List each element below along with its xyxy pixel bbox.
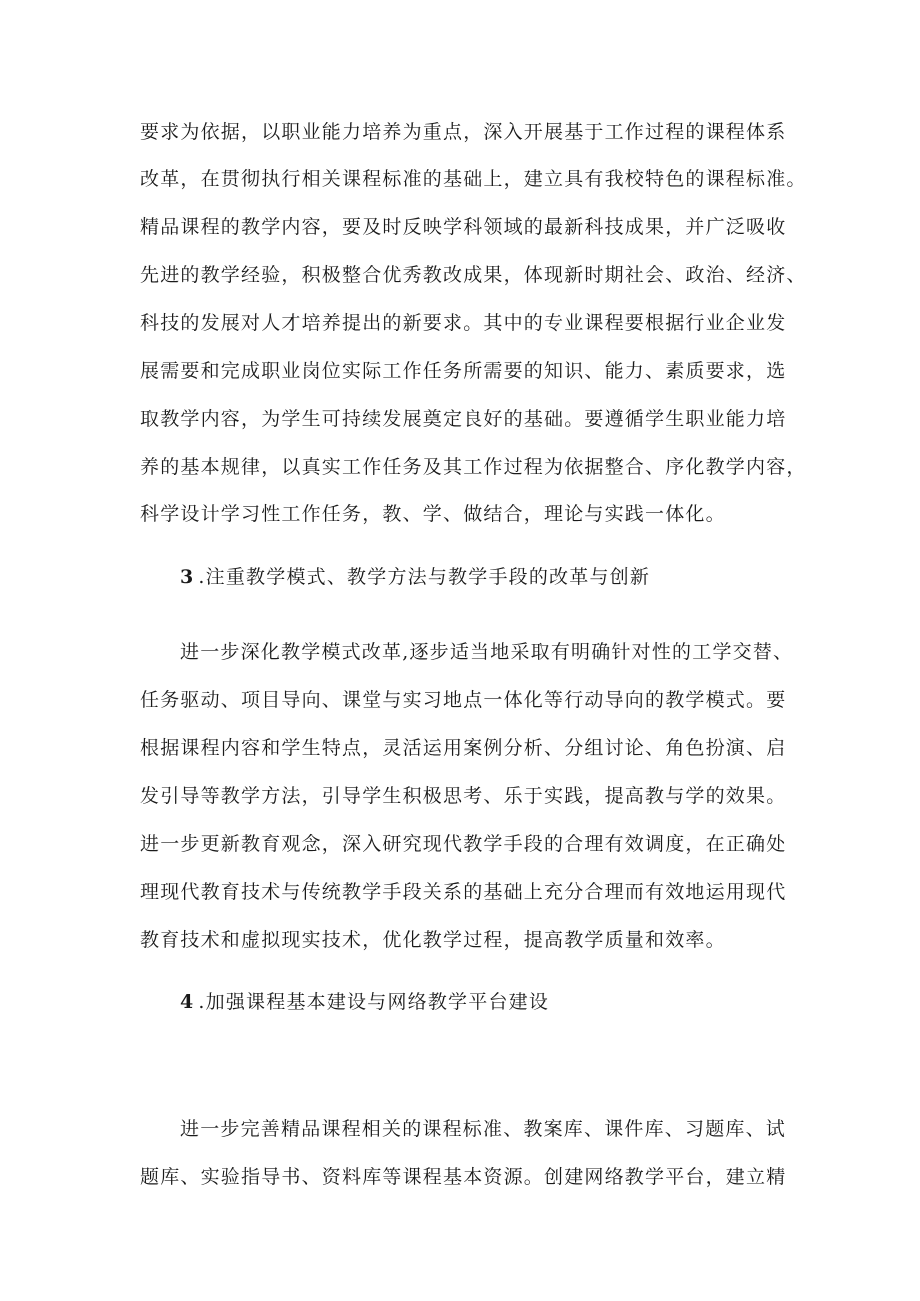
paragraph-line: 任务驱动、项目导向、课堂与实习地点一体化等行动导向的教学模式。要 [140, 689, 787, 711]
paragraph-line: 要求为依据，以职业能力培养为重点，深入开展基于工作过程的课程体系 [140, 121, 787, 143]
section-heading-3 [180, 565, 840, 589]
paragraph-line: 展需要和完成职业岗位实际工作任务所需要的知识、能力、素质要求，选 [140, 360, 787, 382]
section-title: .注重教学模式、教学方法与教学手段的改革与创新 [198, 566, 651, 588]
paragraph-line: 养的基本规律，以真实工作任务及其工作过程为依据整合、序化教学内容， [140, 456, 807, 478]
paragraph-line: 科学设计学习性工作任务，教、学、做结合，理论与实践一体化。 [140, 503, 726, 525]
paragraph-line: 取教学内容，为学生可持续发展奠定良好的基础。要遵循学生职业能力培 [140, 408, 787, 430]
paragraph-line: 进一步更新教育观念，深入研究现代教学手段的合理有效调度，在正确处 [140, 833, 787, 855]
section-number: 3 [180, 566, 195, 588]
section-number: 4 [180, 991, 195, 1013]
paragraph-line: 先进的教学经验，积极整合优秀教改成果，体现新时期社会、政治、经济、 [140, 264, 807, 286]
paragraph-line: 科技的发展对人才培养提出的新要求。其中的专业课程要根据行业企业发 [140, 312, 787, 334]
paragraph-line: 题库、实验指导书、资料库等课程基本资源。创建网络教学平台，建立精 [140, 1166, 787, 1188]
paragraph-line: 理现代教育技术与传统教学手段关系的基础上充分合理而有效地运用现代 [140, 881, 787, 903]
paragraph-line: 进一步完善精品课程相关的课程标准、教案库、课件库、习题库、试 [180, 1118, 787, 1140]
section-title: .加强课程基本建设与网络教学平台建设 [198, 991, 550, 1013]
paragraph-line: 进一步深化教学模式改革,逐步适当地采取有明确针对性的工学交替、 [180, 641, 794, 663]
paragraph-line: 教育技术和虚拟现实技术，优化教学过程，提高教学质量和效率。 [140, 929, 726, 951]
section-heading-4 [180, 990, 840, 1014]
paragraph-line: 改革，在贯彻执行相关课程标准的基础上，建立具有我校特色的课程标准。 [140, 168, 807, 190]
paragraph-line: 精品课程的教学内容，要及时反映学科领域的最新科技成果，并广泛吸收 [140, 216, 787, 238]
paragraph-line: 根据课程内容和学生特点，灵活运用案例分析、分组讨论、角色扮演、启 [140, 737, 787, 759]
paragraph-line: 发引导等教学方法，引导学生积极思考、乐于实践，提高教与学的效果。 [140, 785, 787, 807]
